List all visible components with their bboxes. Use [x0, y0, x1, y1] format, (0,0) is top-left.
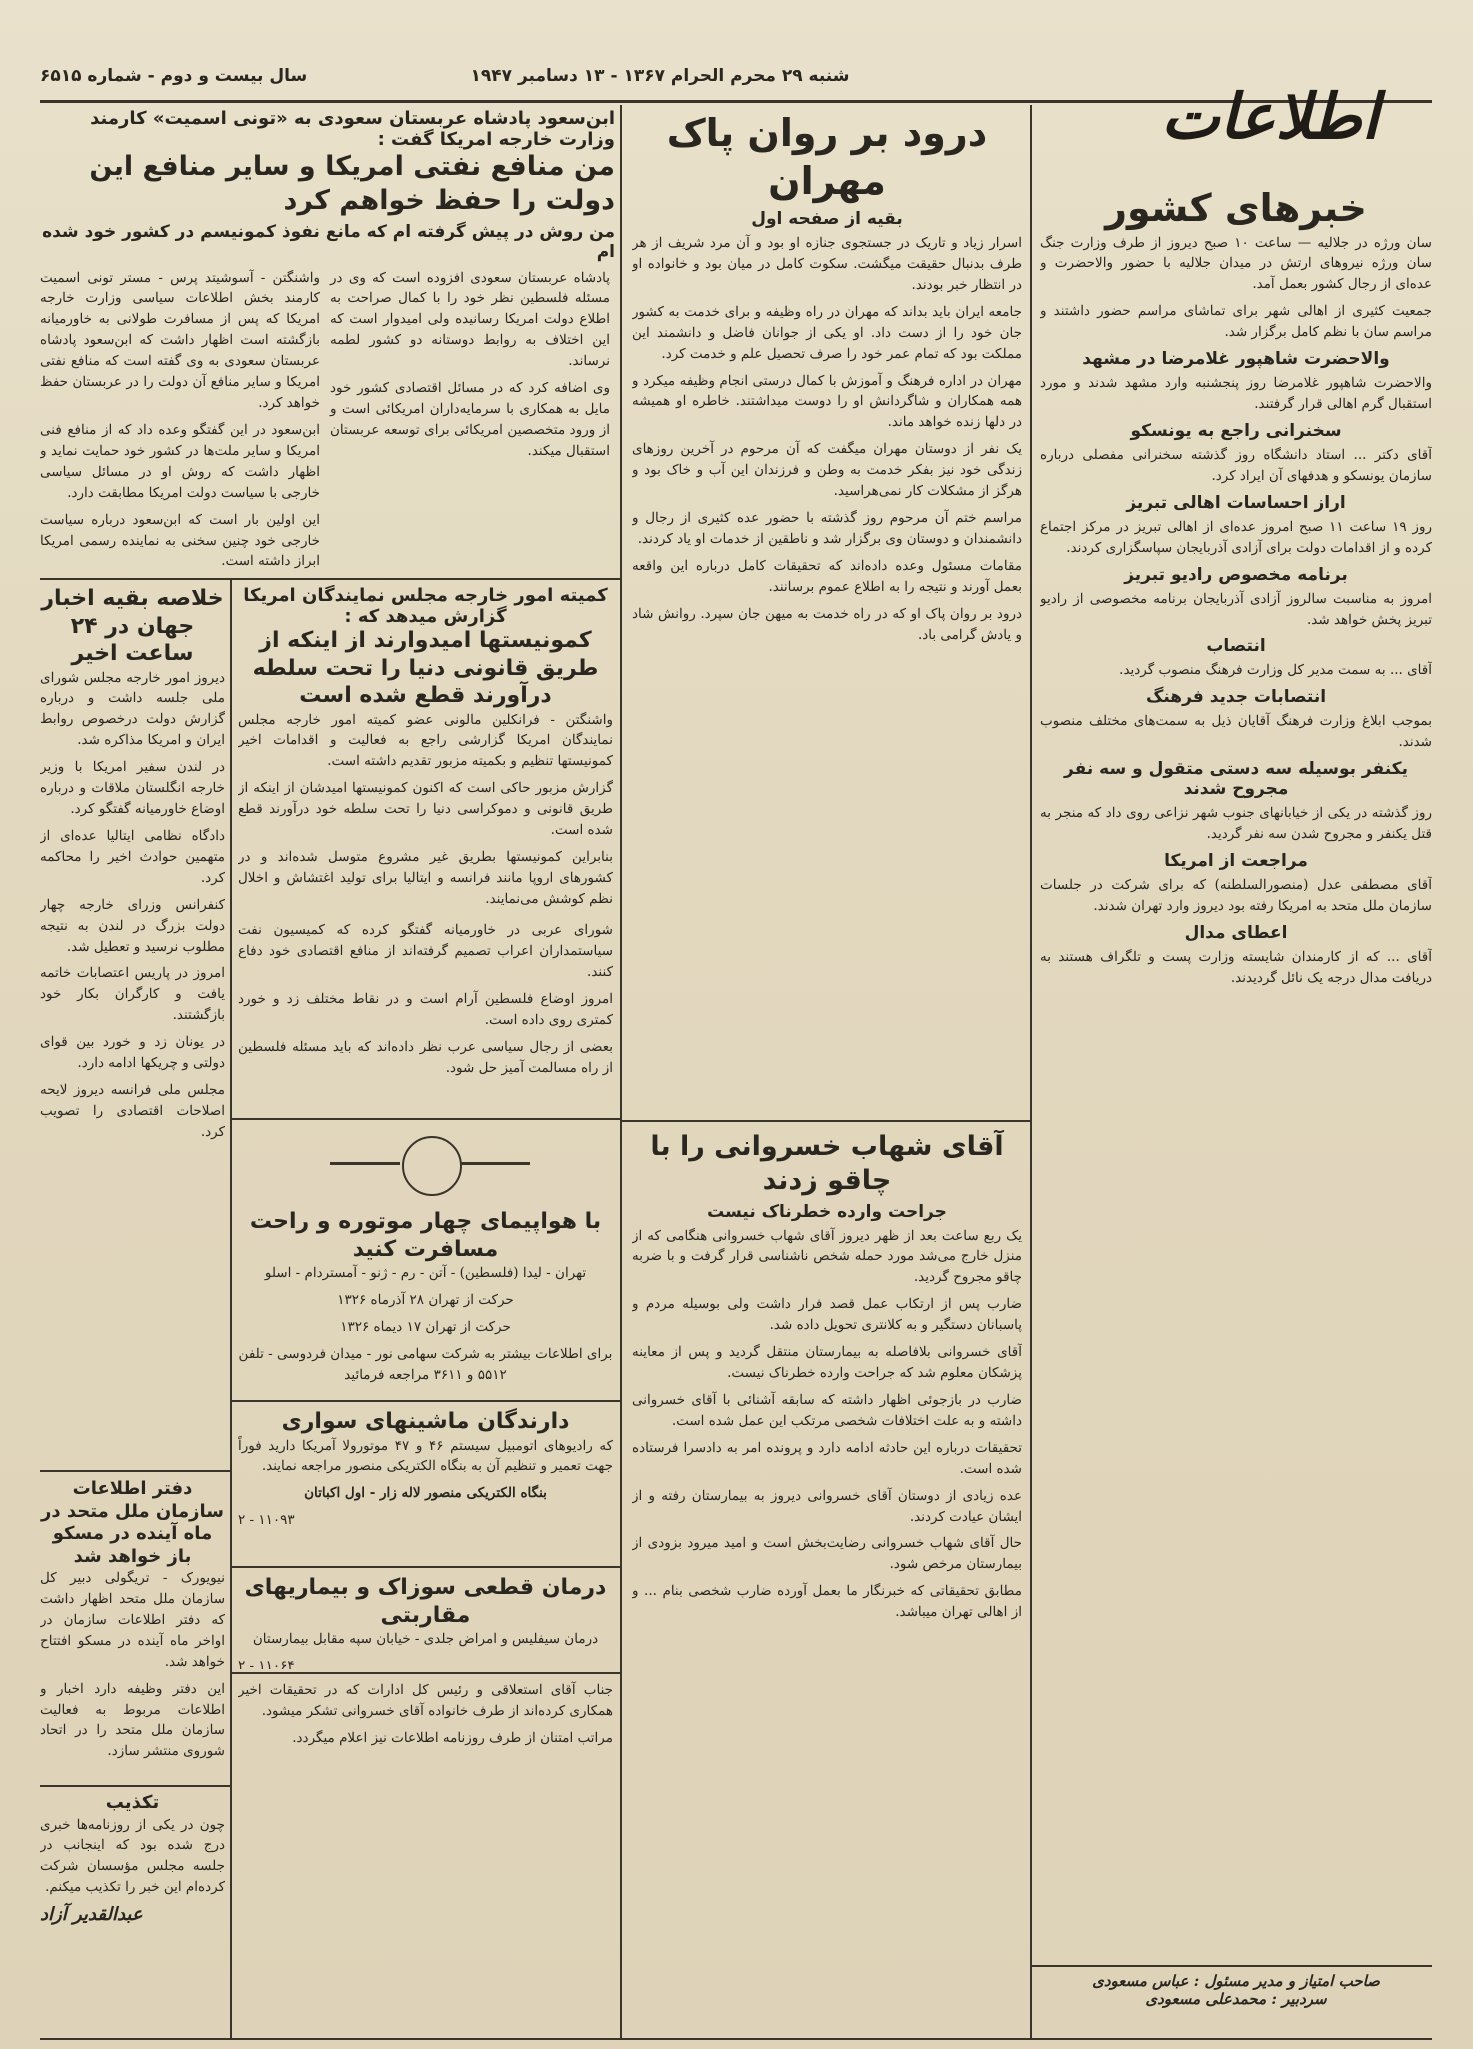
- saud-para: واشنگتن - آسوشیتد پرس - مستر تونی اسمیت کارمند بخش اطلاعات سیاسی وزارت خارجه امریکا که پس از مسافرت طولانی به خاورمیانه بازگشته است اظهار داشت که ابن‌سعود پادشاه عربستان سعودی به وی گفته است که منافع نفتی امریکا و سایر منافع آن دولت را در عربستان حفظ خواهد کرد.: [40, 269, 320, 412]
- news-subhead: انتصاب: [1206, 636, 1266, 657]
- attack-para: حال آقای شهاب خسروانی رضایت‌بخش است و امید میرود بزودی از بیمارستان مرخص شود.: [632, 1535, 1022, 1573]
- saud-para: ابن‌سعود در این گفتگو وعده داد که از منافع فنی امریکا و سایر ملت‌ها در کشور خود حمایت نماید و اظهار داشت که روش او در مسائل سیاسی خارجی با سیاست دولت امریکا مطابقت دارد.: [40, 421, 320, 501]
- cars-address: بنگاه الکتریکی منصور لاله زار - اول اکباتان: [304, 1485, 547, 1502]
- airline-ad: [238, 1208, 613, 1398]
- mehran-headline: درود بر روان پاک مهران: [666, 111, 988, 203]
- news-subhead: انتصابات جدید فرهنگ: [1145, 687, 1327, 708]
- news-para: روز ۱۹ ساعت ۱۱ صبح امروز عده‌ای از اهالی تبریز در مرکز اجتماع کرده و از اقدامات دولت برای آزادی آذربایجان سپاسگزاری کردند.: [1040, 518, 1432, 556]
- news-subhead: یکنفر بوسیله سه دستی متقول و سه نفر مجروح شدند: [1064, 759, 1408, 800]
- wing-left-icon: [330, 1162, 400, 1165]
- saud-subline: من روش در پیش گرفته ام که مانع نفوذ کمونیسم در کشور خود شده ام: [42, 221, 615, 262]
- airline-routes: تهران - لیدا (فلسطین) - آتن - رم - ژنو - آمستردام - اسلو: [264, 1265, 587, 1281]
- attack-para: آقای خسروانی بلافاصله به بیمارستان منتقل گردید و پس از معاینه پزشکان معلوم شد که جراحت وارده خطرناک نیست.: [632, 1344, 1022, 1382]
- un-para: این دفتر وظیفه دارد اخبار و اطلاعات مربوط به فعالیت سازمان ملل متحد را در اتحاد شوروی منتشر سازد.: [40, 1680, 225, 1760]
- tekzib-notice: [40, 1792, 225, 2032]
- publisher-line: سردبیر : محمدعلی مسعودی: [1145, 1990, 1327, 2008]
- un-article: [40, 1478, 225, 1778]
- bottom-rule: [40, 2038, 1432, 2040]
- news-para: سان ورژه در جلالیه — ساعت ۱۰ صبح دیروز از طرف وزارت جنگ سان ورژه نیروهای ارتش در میدان جلالیه با حضور والاحضرت و عده‌ای از رجال کشور بعمل آمد.: [1040, 234, 1432, 293]
- mehran-article: [632, 110, 1022, 1110]
- saud-kicker: ابن‌سعود پادشاه عربستان سعودی به «تونی اسمیت» کارمند وزارت خارجه امریکا گفت :: [90, 108, 615, 150]
- summary-para: دادگاه نظامی ایتالیا عده‌ای از متهمین حوادث اخیر را محاکمه کرد.: [40, 827, 225, 886]
- news-subhead: اعطای مدال: [1184, 922, 1288, 943]
- attack-para: ضارب در بازجوئی اظهار داشته که سابقه آشنائی با آقای خسروانی داشته و به علت اختلافات شخصی مرتکب این عمل شده است.: [632, 1391, 1022, 1429]
- congress-full: [238, 585, 613, 915]
- clinic-phone: ۱۱۰۶۴ - ۲: [238, 1657, 295, 1669]
- congress-para: واشنگتن - فرانکلین مالونی عضو کمیته امور خارجه مجلس نمایندگان امریکا گزارشی راجع به فعالیت و اقدامات اخیر کمونیستها تنظیم و بکمیته مزبور تقدیم داشته است.: [238, 711, 613, 770]
- saud-para: این اولین بار است که ابن‌سعود درباره سیاست خارجی خود چنین سخنی به نماینده رسمی امریکا ابراز داشته است.: [40, 511, 320, 570]
- mehran-para: درود بر روان پاک او که در راه خدمت به میهن جان سپرد. روانش شاد و یادش گرامی باد.: [632, 605, 1022, 643]
- airline-departure: حرکت از تهران ۲۸ آذرماه ۱۳۲۶: [337, 1291, 514, 1308]
- publisher-credit: [1040, 1972, 1432, 2032]
- saudi-cont-para: شورای عربی در خاورمیانه گفتگو کرده که کمیسیون نفت سیاستمداران اعراب تصمیم گرفته‌اند از منافع اقتصادی خود دفاع کنند.: [238, 922, 613, 980]
- summary-headline: خلاصه بقیه اخبار جهان در ۲۴ ساعت اخیر: [41, 586, 224, 666]
- congress-kicker: کمیته امور خارجه مجلس نمایندگان امریکا گزارش میدهد که :: [243, 585, 608, 627]
- col-divider-1: [1030, 105, 1032, 2040]
- clinic-ad: [238, 1574, 613, 1669]
- attack-article: [632, 1130, 1022, 2030]
- summary-para: کنفرانس وزرای خارجه چهار دولت بزرگ در لندن به نتیجه مطلوب نرسید و تعطیل شد.: [40, 896, 225, 955]
- mehran-para: اسرار زیاد و تاریک در جستجوی جنازه او بود و آن مرد شریف از هر طرف بدنبال حقیقت میگشت. سکوت کامل در میان بود و خانواده او در انتظار خبر بودند.: [632, 235, 1022, 293]
- issue-number: سال بیست و دوم - شماره ۶۵۱۵: [40, 66, 308, 86]
- publisher-line: صاحب امتیاز و مدیر مسئول : عباس مسعودی: [1092, 1972, 1380, 1990]
- mehran-para: مقامات مسئول وعده داده‌اند که تحقیقات کامل درباره این واقعه بعمل آورند و نتیجه را به اطلاع عموم برسانند.: [632, 557, 1022, 595]
- summary-para: در لندن سفیر امریکا با وزیر خارجه انگلستان ملاقات و درباره اوضاع خاورمیانه گفتگو کرد.: [40, 759, 225, 818]
- news-subhead: والاحضرت شاهپور غلامرضا در مشهد: [1082, 349, 1390, 370]
- col-divider-3: [230, 580, 232, 2040]
- saud-article: [40, 108, 615, 573]
- attack-para: ضارب پس از ارتکاب عمل قصد فرار داشت ولی بوسیله مردم و پاسبانان دستگیر و به کلانتری تحویل داده شد.: [632, 1296, 1022, 1334]
- mehran-para: یک نفر از دوستان مهران میگفت که آن مرحوم در آخرین روزهای زندگی خود نیز بفکر خدمت به وطن و فرزندان این آب و خاک بود و هرگز از مشکلات کار نمی‌هراسید.: [632, 441, 1022, 500]
- news-subhead: اراز احساسات اهالی تبریز: [1126, 492, 1346, 513]
- cars-phone: ۱۱۰۹۳ - ۲: [238, 1512, 295, 1529]
- tekzib-body: چون در یکی از روزنامه‌ها خبری درج شده بود که اینجانب در جلسه مجلس مؤسسان شرکت کرده‌ام این خبر را تکذیب میکنم.: [40, 1816, 225, 1896]
- clinic-headline: درمان قطعی سوزاک و بیماریهای مقاربتی: [244, 1575, 607, 1628]
- news-subhead: مراجعت از امریکا: [1164, 851, 1308, 872]
- airline-top-rule: [232, 1118, 620, 1120]
- news-para: بموجب ابلاغ وزارت فرهنگ آقایان ذیل به سمت‌های مختلف منصوب شدند.: [1040, 713, 1432, 751]
- news-para: امروز به مناسبت سالروز آزادی آذربایجان برنامه مخصوصی از رادیو تبریز پخش خواهد شد.: [1040, 590, 1432, 628]
- notice-top-rule: [232, 1672, 620, 1674]
- mehran-para: جامعه ایران باید بداند که مهران در راه وظیفه و برای خدمت به کشور جان خود را از دست داد. او یکی از جوانان فاضل و دانشمند این مملکت بود که تمام عمر خود را صرف تحصیل علم و خدمت کرد.: [632, 303, 1022, 362]
- cars-headline: دارندگان ماشینهای سواری: [281, 1409, 570, 1434]
- mehran-para: مراسم ختم آن مرحوم روز گذشته با حضور عده کثیری از رجال و دانشمندان و دوستان وی برگزار شد و ناطقین از خدمات او یاد کردند.: [632, 510, 1022, 547]
- domestic-headline: خبرهای کشور: [1105, 186, 1367, 230]
- news-para: آقای دکتر ... استاد دانشگاه روز گذشته سخنرانی مفصلی درباره سازمان یونسکو و هدفهای آن ایراد کرد.: [1040, 446, 1432, 484]
- summary-article: [40, 585, 225, 1465]
- col-divider-2: [620, 105, 622, 2040]
- domestic-news: [1040, 185, 1432, 1965]
- saud-headline: من منافع نفتی امریکا و سایر منافع این دولت را حفظ خواهم کرد: [89, 151, 615, 216]
- news-para: والاحضرت شاهپور غلامرضا روز پنجشنبه وارد مشهد شدند و مورد استقبال گرم اهالی قرار گرفتند.: [1040, 375, 1432, 413]
- congress-para: گزارش مزبور حاکی است که اکنون کمونیستها امیدشان از اینکه از طریق قانونی و دموکراسی دنیا را تحت سلطه خود درآورند قطع شده است.: [238, 780, 613, 839]
- congress-headline: کمونیستها امیدوارند از اینکه از طریق قانونی دنیا را تحت سلطه درآورند قطع شده است: [252, 628, 599, 708]
- airline-logo-icon: [402, 1136, 462, 1196]
- mehran-para: مهران در اداره فرهنگ و آموزش با کمال درستی انجام وظیفه میکرد و همه همکاران و شاگردانش او را دوست میداشتند. خاطره او همیشه در دلها زنده خواهد ماند.: [632, 372, 1022, 431]
- mehran-subhead: بقیه از صفحه اول: [751, 209, 903, 229]
- mehran-bottom-rule: [622, 1120, 1030, 1122]
- summary-para: دیروز امور خارجه مجلس شورای ملی جلسه داشت و درباره گزارش دولت درخصوص روابط ایران و امریکا مذاکره شد.: [40, 669, 225, 749]
- summary-para: مجلس ملی فرانسه دیروز لایحه اصلاحات اقتصادی را تصویب کرد.: [40, 1082, 225, 1140]
- notice-para: جناب آقای استعلاقی و رئیس کل ادارات که در تحقیقات اخیر همکاری کرده‌اند از طرف خانواده آقای خسروانی تشکر میشود.: [238, 1682, 613, 1719]
- un-top-rule: [40, 1470, 230, 1472]
- notice-para: مراتب امتنان از طرف روزنامه اطلاعات نیز اعلام میگردد.: [292, 1729, 613, 1746]
- attack-para: مطابق تحقیقاتی که خبرنگار ما بعمل آورده ضارب شخصی بنام ... و از اهالی تهران میباشد.: [632, 1583, 1022, 1621]
- clinic-top-rule: [232, 1566, 620, 1568]
- tekzib-headline: تکذیب: [105, 1792, 160, 1813]
- airline-contact: برای اطلاعات بیشتر به شرکت سهامی نور - میدان فردوسی - تلفن ۵۵۱۲ و ۳۶۱۱ مراجعه فرمائید: [238, 1345, 613, 1383]
- news-subhead: سخنرانی راجع به یونسکو: [1130, 420, 1342, 441]
- thanks-notice: [238, 1680, 613, 2030]
- saud-para: وی اضافه کرد که در مسائل اقتصادی کشور خود مایل به همکاری با سرمایه‌داران امریکائی است و از ورود متخصصین امریکائی برای توسعه عربستان استقبال میکند.: [330, 380, 610, 459]
- cars-ad: [238, 1408, 613, 1563]
- saud-bottom-rule: [40, 578, 620, 580]
- tekzib-signature: عبدالقدیر آزاد: [40, 1904, 143, 1926]
- cars-body: که رادیوهای اتومبیل سیستم ۴۶ و ۴۷ موتورولا آمریکا دارید فوراً جهت تعمیر و تنظیم آن به بنگاه الکتریکی منصور مراجعه نمایند.: [238, 1437, 613, 1475]
- airline-emblem: [330, 1132, 530, 1202]
- news-para: روز گذشته در یکی از خیابانهای جنوب شهر نزاعی روی داد که منجر به قتل یکنفر و مجروح شدن سه نفر گردید.: [1040, 805, 1432, 843]
- clinic-body: درمان سیفلیس و امراض جلدی - خیابان سپه مقابل بیمارستان: [252, 1631, 599, 1647]
- news-subhead: برنامه مخصوص رادیو تبریز: [1124, 564, 1348, 585]
- saud-para: پادشاه عربستان سعودی افزوده است که وی در مسئله فلسطین نظر خود را با کمال صراحت به اطلاع دولت امریکا رسانیده ولی امیدوار است که این اختلاف به روابط دوستانه دو کشور لطمه نرساند.: [330, 269, 610, 370]
- saudi-continuation: [238, 920, 613, 1110]
- un-headline: دفتر اطلاعات سازمان ملل متحد در ماه آینده در مسکو باز خواهد شد: [41, 1478, 224, 1567]
- attack-para: یک ربع ساعت بعد از ظهر دیروز آقای شهاب خسروانی هنگامی که از منزل خارج می‌شد مورد حمله شخص ناشناسی قرار گرفت و با ضربه چاقو مجروح گردید.: [632, 1227, 1022, 1286]
- attack-para: تحقیقات درباره این حادثه ادامه دارد و پرونده امر به دادسرا فرستاده شده است.: [632, 1439, 1022, 1477]
- news-para: جمعیت کثیری از اهالی شهر برای تماشای مراسم حضور داشتند و مراسم سان با نظم کامل برگزار شد.: [1040, 303, 1432, 341]
- congress-para: بنابراین کمونیستها بطریق غیر مشروع متوسل شده‌اند و در کشورهای اروپا مانند فرانسه و ایتالیا برای تولید اغتشاش و اخلال نظم کوشش می‌نمایند.: [238, 849, 613, 907]
- saudi-cont-para: بعضی از رجال سیاسی عرب نظر داده‌اند که باید مسئله فلسطین از راه مسالمت آمیز حل شود.: [238, 1038, 613, 1076]
- summary-para: امروز در پاریس اعتصابات خاتمه یافت و کارگران بکار خود بازگشتند.: [40, 965, 225, 1024]
- cars-top-rule: [232, 1400, 620, 1402]
- un-para: نیویورک - تریگولی دبیر کل سازمان ملل متحد اظهار داشت که دفتر اطلاعات سازمان در اواخر ماه آینده در مسکو افتتاح خواهد شد.: [40, 1570, 225, 1670]
- wing-right-icon: [460, 1162, 530, 1165]
- news-para: آقای ... به سمت مدیر کل وزارت فرهنگ منصوب گردید.: [1119, 662, 1432, 679]
- attack-subhead: جراحت وارده خطرناک نیست: [707, 1201, 947, 1222]
- news-para: آقای مصطفی عدل (منصورالسلطنه) که برای شرکت در جلسات سازمان ملل متحد به امریکا رفته بود دیروز وارد تهران شدند.: [1040, 877, 1432, 915]
- attack-headline: آقای شهاب خسروانی را با چاقو زدند: [650, 1131, 1004, 1196]
- news-para: آقای ... که از کارمندان شایسته وزارت پست و تلگراف هستند به دریافت مدال درجه یک نائل گردیدند.: [1040, 948, 1432, 986]
- tekzib-top-rule: [40, 1785, 230, 1787]
- airline-departure: حرکت از تهران ۱۷ دیماه ۱۳۲۶: [340, 1318, 511, 1335]
- summary-para: در یونان زد و خورد بین قوای دولتی و چریکها ادامه دارد.: [40, 1034, 225, 1072]
- attack-para: عده زیادی از دوستان آقای خسروانی دیروز به بیمارستان رفته و از ایشان عیادت کردند.: [632, 1487, 1022, 1525]
- saudi-cont-para: امروز اوضاع فلسطین آرام است و در نقاط مختلف زد و خورد کمتری روی داده است.: [238, 990, 613, 1028]
- masthead-logo: اطلاعات: [1161, 80, 1379, 153]
- airline-headline: با هواپیمای چهار موتوره و راحت مسافرت کنید: [249, 1209, 602, 1262]
- date-line: شنبه ۲۹ محرم الحرام ۱۳۶۷ - ۱۳ دسامبر ۱۹۴۷: [470, 66, 850, 86]
- publisher-top-rule: [1032, 1965, 1432, 1967]
